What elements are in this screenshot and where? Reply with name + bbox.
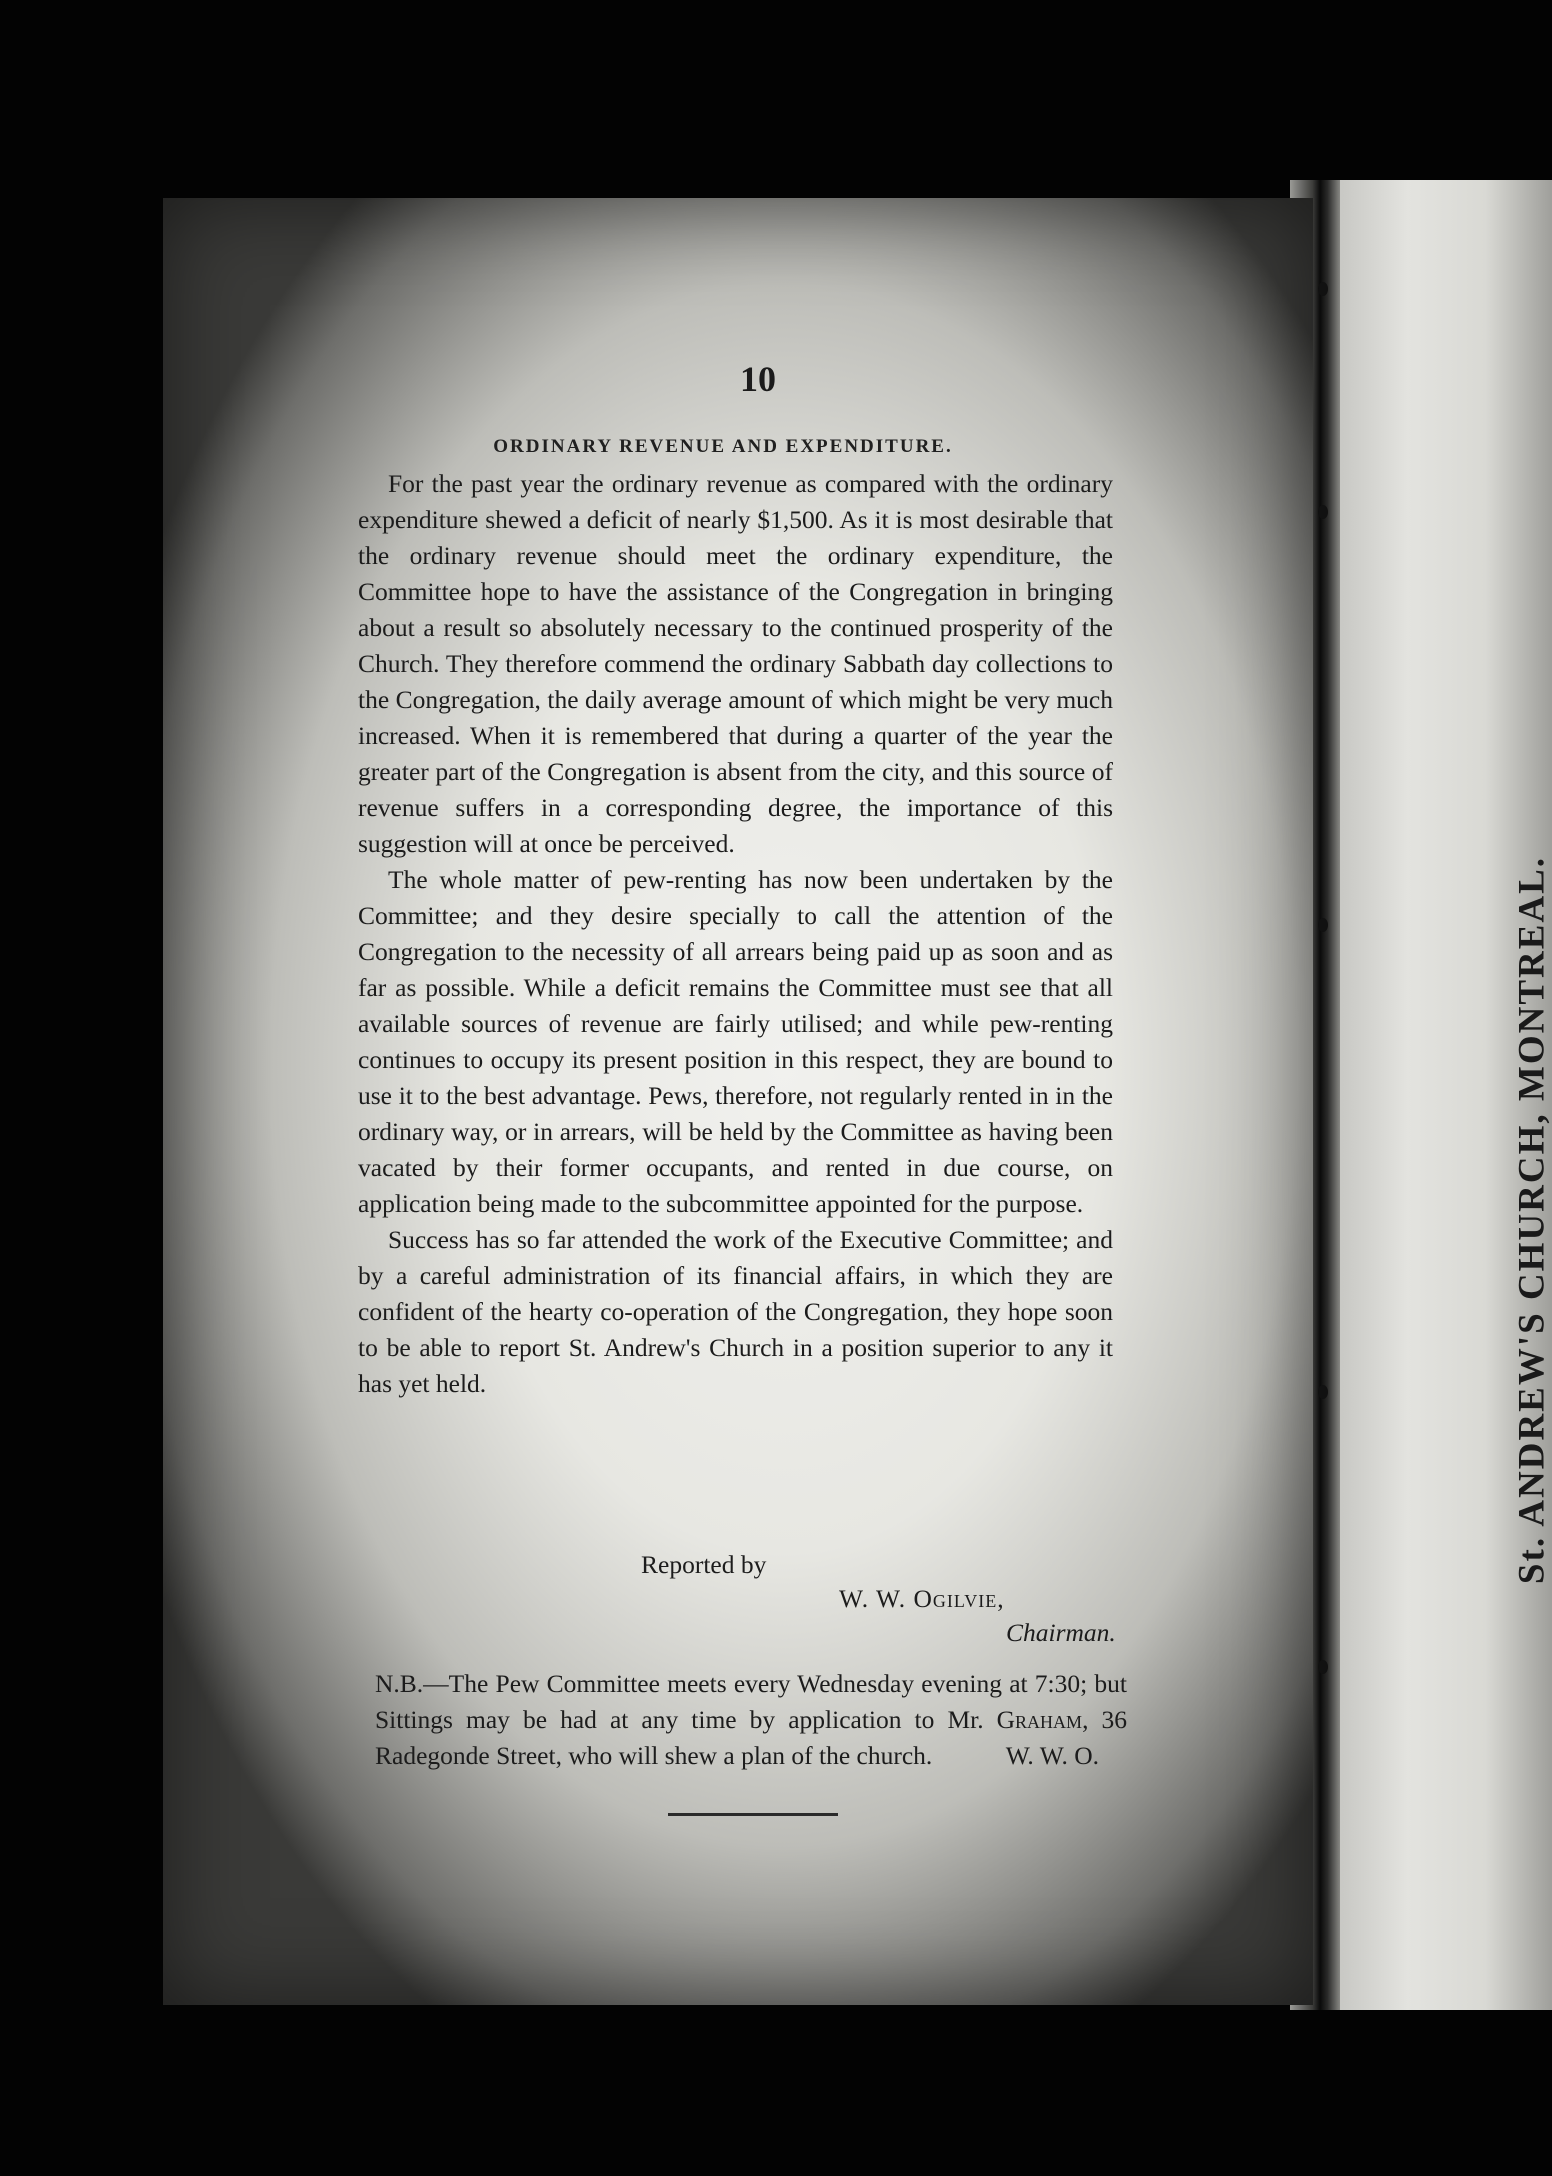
binding-stitch — [1318, 282, 1328, 296]
signer-title: Chairman. — [1006, 1618, 1116, 1647]
spine-title: St. ANDREW'S CHURCH, MONTREAL. — [1511, 855, 1552, 1585]
paragraph: For the past year the ordinary revenue as compared with the ordinary expenditure shewed a deficit of nearly $1,500. As it is most desirable that the ordinary revenue should meet the ordinary expenditure, the Committee hope to have the assistance of the Congregation in bringing about a result so absolutely necessary to the continued prosperity of the Church. They therefore commend the ordinary Sabbath day collections to the Congregation, the daily average amount of which might be very much increased. When it is remembered that during a quarter of the year the greater part of the Congregation is absent from the city, and this source of revenue suffers in a corresponding degree, the importance of this suggestion will at once be perceived. — [358, 469, 1113, 858]
nb-initials: W. W. O. — [1005, 1741, 1099, 1770]
section-heading: ORDINARY REVENUE AND EXPENDITURE. — [493, 436, 953, 457]
binding-stitch — [1318, 1660, 1328, 1674]
binding-stitch — [1318, 505, 1328, 519]
section-divider — [668, 1813, 838, 1816]
nb-contact-name: Graham — [996, 1705, 1083, 1734]
page-number: 10 — [740, 359, 776, 399]
binding-stitch — [1318, 1385, 1328, 1399]
book-page — [163, 198, 1313, 2005]
reported-by: Reported by — [641, 1550, 767, 1579]
signer-name: W. W. Ogilvie, — [839, 1584, 1005, 1613]
nota-bene — [375, 1666, 1127, 1774]
binding-stitch — [1318, 918, 1328, 932]
paragraph: The whole matter of pew-renting has now been undertaken by the Committee; and they desire specially to call the attention of the Congregation to the necessity of all arrears being paid up as soon and as far as possible. While a deficit remains the Committee must see that all available sources of revenue are fairly utilised; and while pew-renting continues to occupy its present position in this respect, they are bound to use it to the best advantage. Pews, therefore, not regularly rented in in the ordinary way, or in arrears, will be held by the Committee as having been vacated by their former occupants, and rented in due course, on application being made to the subcommittee appointed for the purpose. — [358, 865, 1113, 1218]
paragraph: Success has so far attended the work of the Executive Committee; and by a careful administration of its financial affairs, in which they are confident of the hearty co-operation of the Congregation, they hope soon to be able to report St. Andrew's Church in a position superior to any it has yet held. — [358, 1225, 1113, 1398]
nb-text-end: , 36 Radegonde Street, who will shew a plan of the church. — [375, 1705, 1127, 1770]
nb-text: N.B.—The Pew Committee meets every Wednesday evening at 7:30; but Sittings may be had at any time by application to Mr. — [375, 1669, 1127, 1734]
report-body — [358, 466, 1113, 1402]
